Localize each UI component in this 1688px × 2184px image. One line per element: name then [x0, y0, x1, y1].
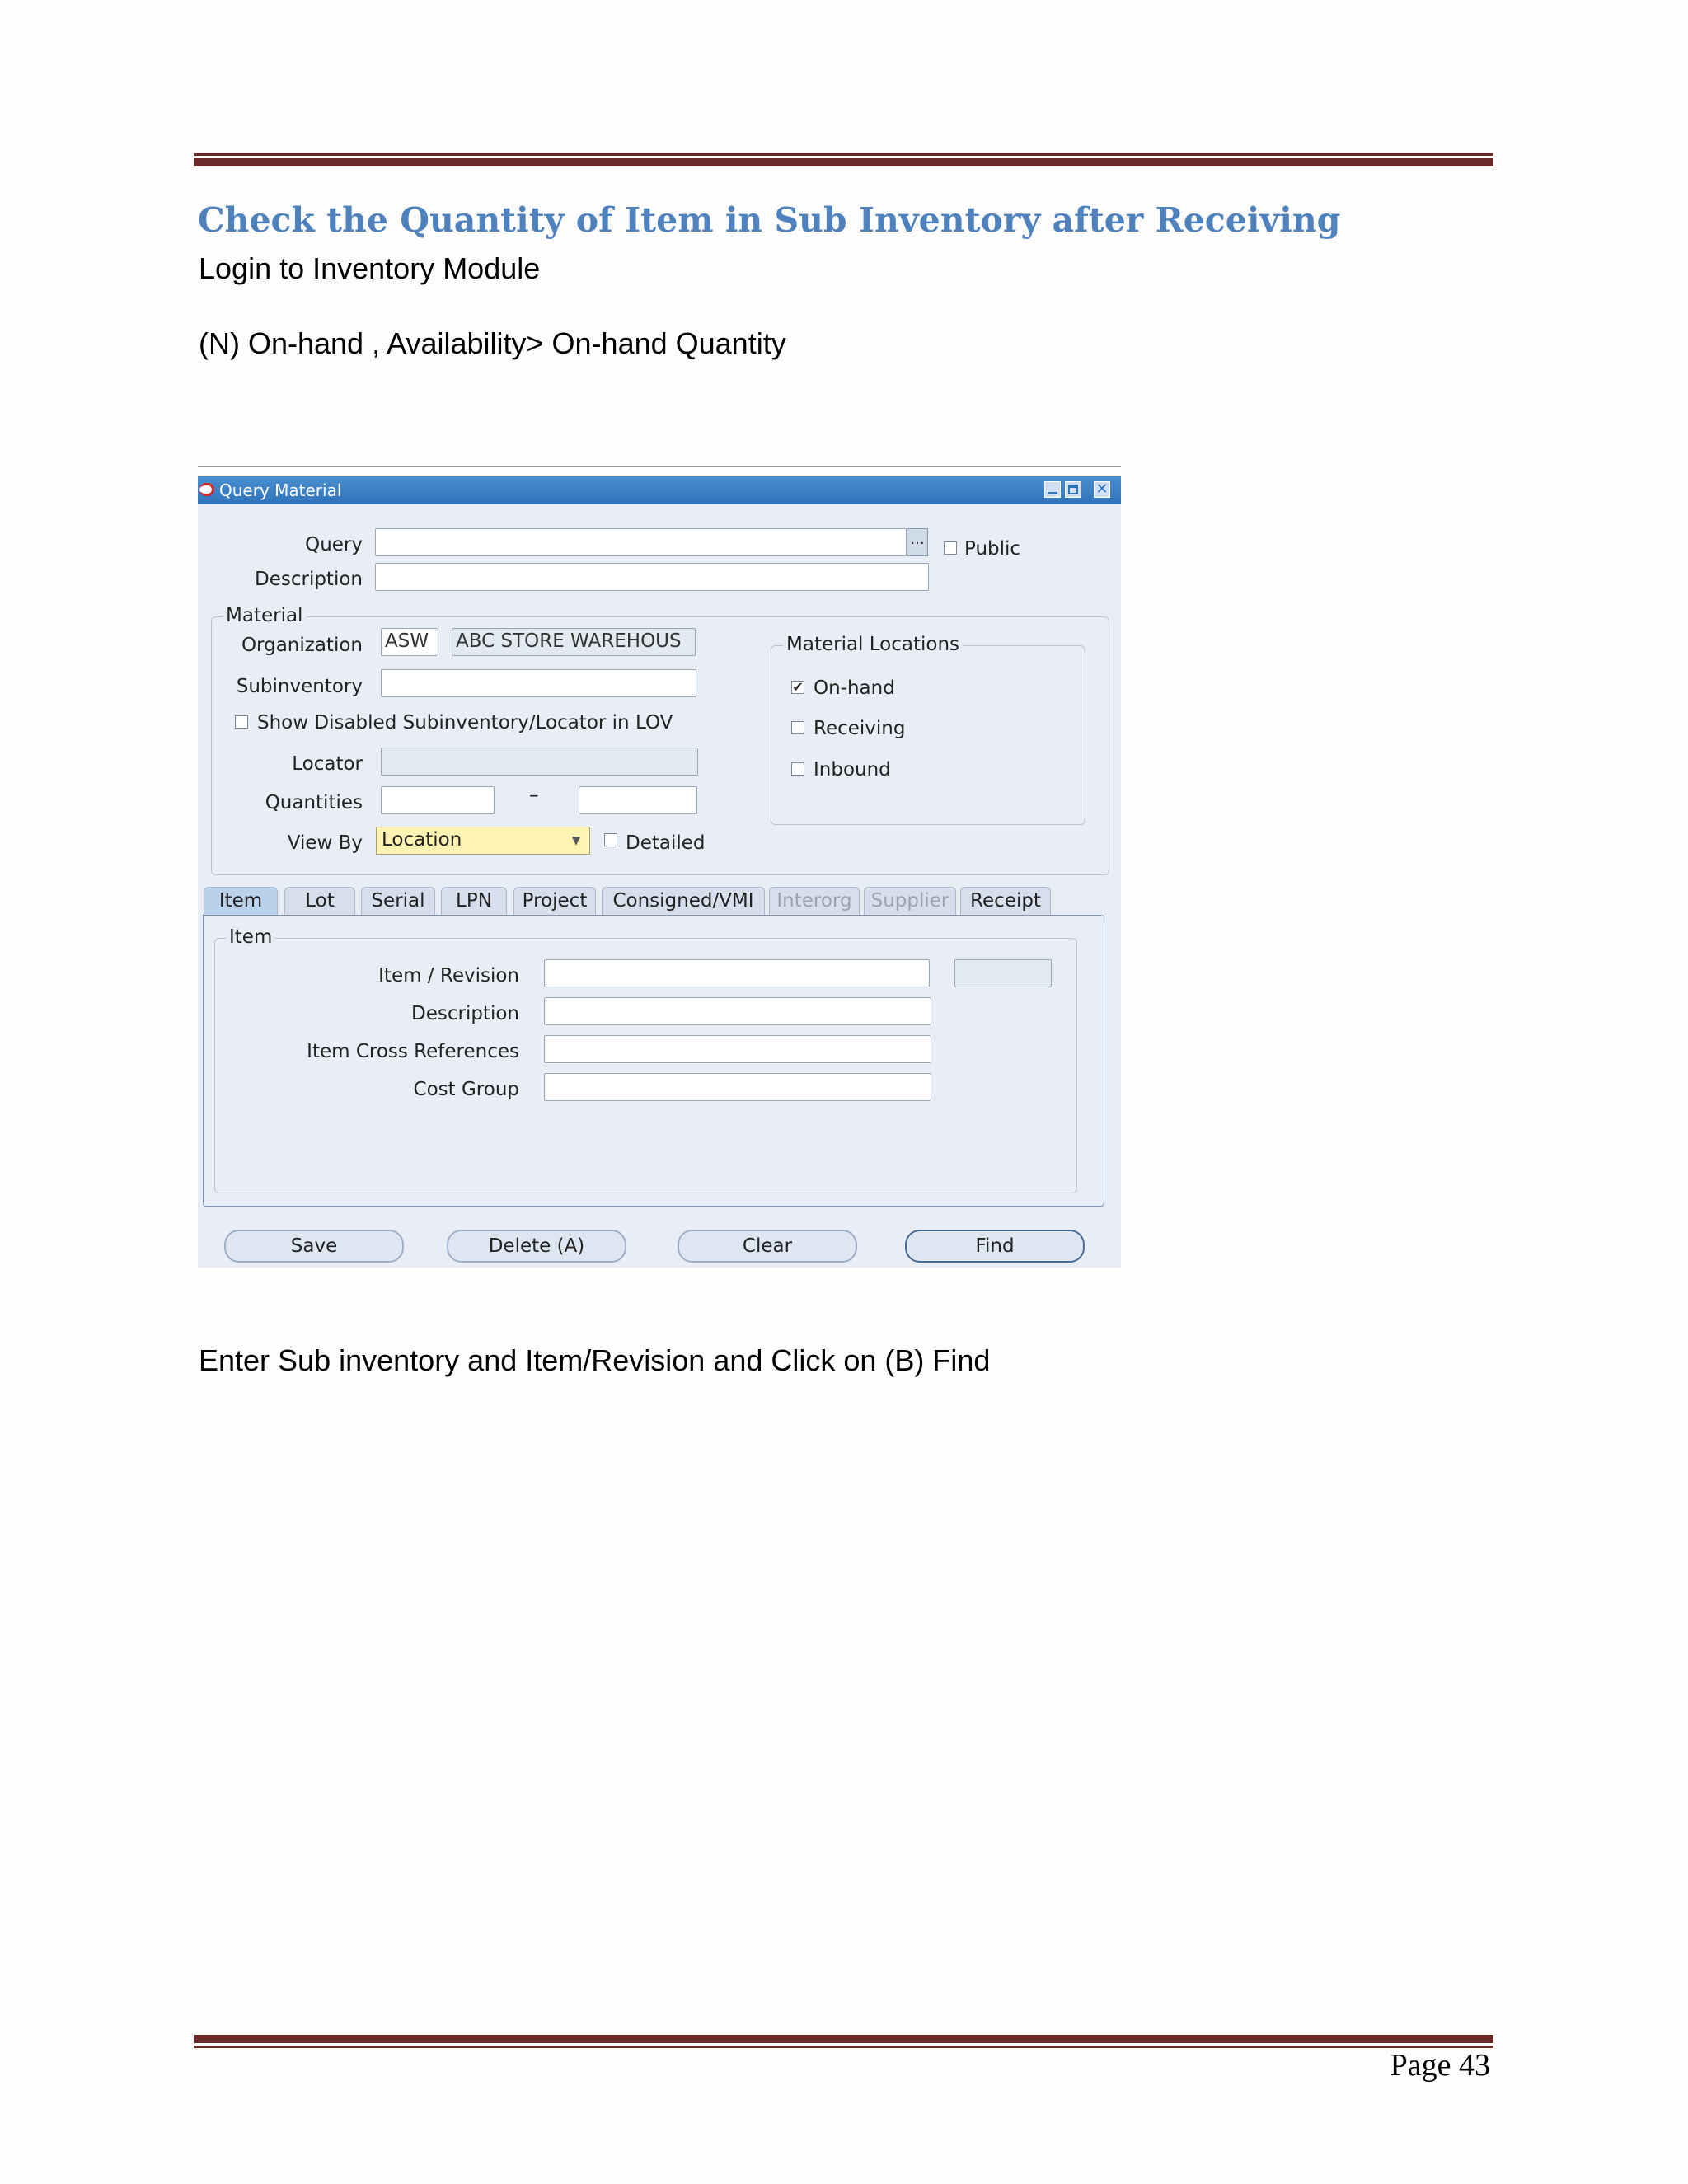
view-by-label: View By — [287, 832, 363, 854]
footer-rule-thin — [194, 2046, 1493, 2048]
cost-group-label: Cost Group — [413, 1079, 519, 1100]
query-input[interactable] — [375, 528, 907, 556]
item-input[interactable] — [544, 959, 930, 987]
org-name-field: ABC STORE WAREHOUS — [452, 628, 696, 656]
footer-rule-thick — [194, 2035, 1493, 2043]
view-by-value: Location — [382, 829, 462, 851]
inbound-label: Inbound — [814, 759, 891, 780]
instruction-login: Login to Inventory Module — [199, 251, 541, 285]
item-cross-ref-label: Item Cross References — [307, 1041, 519, 1062]
query-lov-button[interactable]: ... — [907, 528, 928, 556]
quantity-range-separator: – — [529, 785, 539, 806]
chevron-down-icon: ▼ — [571, 834, 581, 847]
material-locations-label: Material Locations — [783, 634, 963, 655]
tab-item[interactable]: Item — [204, 887, 278, 915]
locator-input[interactable] — [381, 748, 698, 776]
show-disabled-checkbox[interactable] — [235, 715, 248, 729]
query-label: Query — [305, 534, 363, 555]
view-by-select[interactable] — [376, 827, 590, 855]
window-title: Query Material — [219, 480, 342, 500]
receiving-checkbox[interactable] — [791, 721, 804, 734]
instruction-navigation: (N) On-hand , Availability> On-hand Quantity — [199, 326, 786, 360]
tab-serial[interactable]: Serial — [361, 887, 435, 915]
clear-button[interactable]: Clear — [678, 1230, 857, 1263]
show-disabled-label: Show Disabled Subinventory/Locator in LOV — [257, 712, 673, 733]
tab-lpn[interactable]: LPN — [441, 887, 507, 915]
tab-interorg: Interorg — [769, 887, 860, 915]
save-button[interactable]: Save — [224, 1230, 404, 1263]
tab-lot[interactable]: Lot — [284, 887, 355, 915]
quantity-from-input[interactable] — [381, 786, 495, 814]
header-rule-thick — [194, 158, 1493, 166]
description-input[interactable] — [375, 563, 929, 591]
detailed-label: Detailed — [626, 832, 706, 854]
delete-button[interactable]: Delete (A) — [447, 1230, 626, 1263]
item-group-label: Item — [226, 926, 275, 948]
public-label: Public — [964, 538, 1021, 560]
close-icon[interactable]: ✕ — [1094, 481, 1110, 498]
quantities-label: Quantities — [265, 792, 363, 813]
quantity-to-input[interactable] — [579, 786, 697, 814]
page-number: Page 43 — [1390, 2048, 1490, 2083]
receiving-label: Receiving — [814, 718, 906, 739]
query-material-window — [198, 476, 1121, 1268]
header-rule-thin — [194, 153, 1493, 156]
tab-consigned-vmi[interactable]: Consigned/VMI — [602, 887, 765, 915]
description-label: Description — [255, 569, 363, 590]
window-titlebar[interactable] — [198, 476, 1121, 504]
item-cross-ref-input[interactable] — [544, 1035, 931, 1063]
tab-project[interactable]: Project — [513, 887, 596, 915]
tab-receipt[interactable]: Receipt — [960, 887, 1051, 915]
detailed-checkbox[interactable] — [604, 833, 617, 846]
subinventory-input[interactable] — [381, 669, 696, 697]
oracle-logo-icon — [199, 483, 214, 496]
organization-label: Organization — [241, 635, 363, 656]
maximize-icon[interactable] — [1065, 481, 1081, 498]
cost-group-input[interactable] — [544, 1073, 931, 1101]
onhand-label: On-hand — [814, 677, 895, 699]
locator-label: Locator — [292, 753, 363, 775]
revision-input[interactable] — [954, 959, 1052, 987]
tab-supplier: Supplier — [864, 887, 956, 915]
subinventory-label: Subinventory — [236, 676, 363, 697]
minimize-icon[interactable] — [1044, 481, 1061, 498]
org-code-field[interactable]: ASW — [381, 628, 438, 656]
onhand-checkbox[interactable]: ✔ — [792, 679, 804, 695]
find-button[interactable]: Find — [905, 1230, 1085, 1263]
section-heading: Check the Quantity of Item in Sub Inventory after Receiving — [198, 200, 1341, 240]
item-description-input[interactable] — [544, 997, 931, 1025]
inbound-checkbox[interactable] — [791, 762, 804, 776]
material-group-label: Material — [223, 605, 306, 626]
item-revision-label: Item / Revision — [378, 965, 519, 987]
item-description-label: Description — [411, 1003, 519, 1024]
public-checkbox[interactable] — [944, 541, 957, 555]
instruction-find: Enter Sub inventory and Item/Revision and Click on (B) Find — [199, 1343, 991, 1377]
